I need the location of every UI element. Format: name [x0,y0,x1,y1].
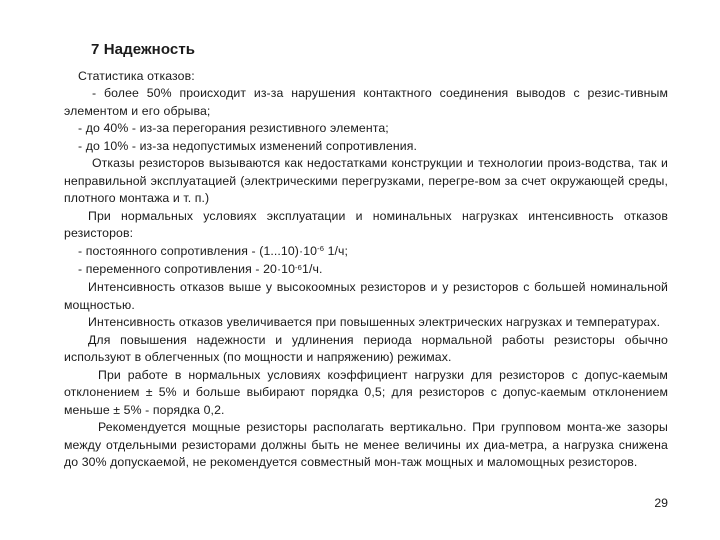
paragraph-lightened-modes: Для повышения надежности и удлинения периода нормальной работы резисторы обычно используют в облегченных (по мощности и напряжению) режимах. [64,332,668,365]
failure-rate-constant [64,243,668,261]
paragraph-mounting: Рекомендуется мощные резисторы располагать вертикально. При групповом монта-же зазоры между отдельными резисторами должны быть не менее величины их диа-метра, а нагрузка снижена до 30% допускаемой, не рекомендуется совместный мон-таж мощных и маломощных резисторов. [64,420,668,469]
failure-rate-variable-exponent: -6 [295,262,302,272]
failure-rate-variable [64,261,668,279]
stats-item-drift: - до 10% - из-за недопустимых изменений сопротивления. [78,138,417,153]
slide-title: 7 Надежность [91,41,196,58]
paragraph-rate-increase: Интенсивность отказов увеличивается при повышенных электрических нагрузках и температурах. [88,315,661,330]
failure-rate-constant-text: - постоянного сопротивления - (1...10)·10 [78,243,318,258]
stats-item-burnout: - до 40% - из-за перегорания резистивного элемента; [78,121,389,136]
stats-heading: Статистика отказов: [78,69,195,83]
paragraph-failure-causes: Отказы резисторов вызываются как недостатками конструкции и технологии произ-водства, так и неправильной эксплуатацией (электрическими перегрузками, перегре-вом за счет окружающей среды, плотного монтажа и т. п.) [64,156,668,206]
failure-rate-constant-unit: 1/ч; [324,243,349,258]
page-number: 29 [654,496,668,510]
stats-item-contact: - более 50% происходит из-за нарушения контактного соединения выводов с резис-тивным элементом и его обрыва; [64,86,668,118]
slide-body [64,68,668,471]
paragraph-high-ohm: Интенсивность отказов выше у высокоомных резисторов и у резисторов с большей номинальной мощностью. [64,280,668,312]
failure-rate-variable-text: - переменного сопротивления - 20·10 [78,261,296,276]
paragraph-normal-conditions: При нормальных условиях эксплуатации и номинальных нагрузках интенсивность отказов резисторов: [64,208,668,241]
paragraph-load-factor: При работе в нормальных условиях коэффициент нагрузки для резисторов с допус-каемым отклонением ± 5% и больше выбирают порядка 0,5; для резисторов с допус-каемым отклонением меньше ± 5% - порядка 0,2. [64,367,668,417]
failure-rate-constant-exponent: -6 [317,244,325,254]
failure-rate-variable-unit: 1/ч. [302,261,323,276]
